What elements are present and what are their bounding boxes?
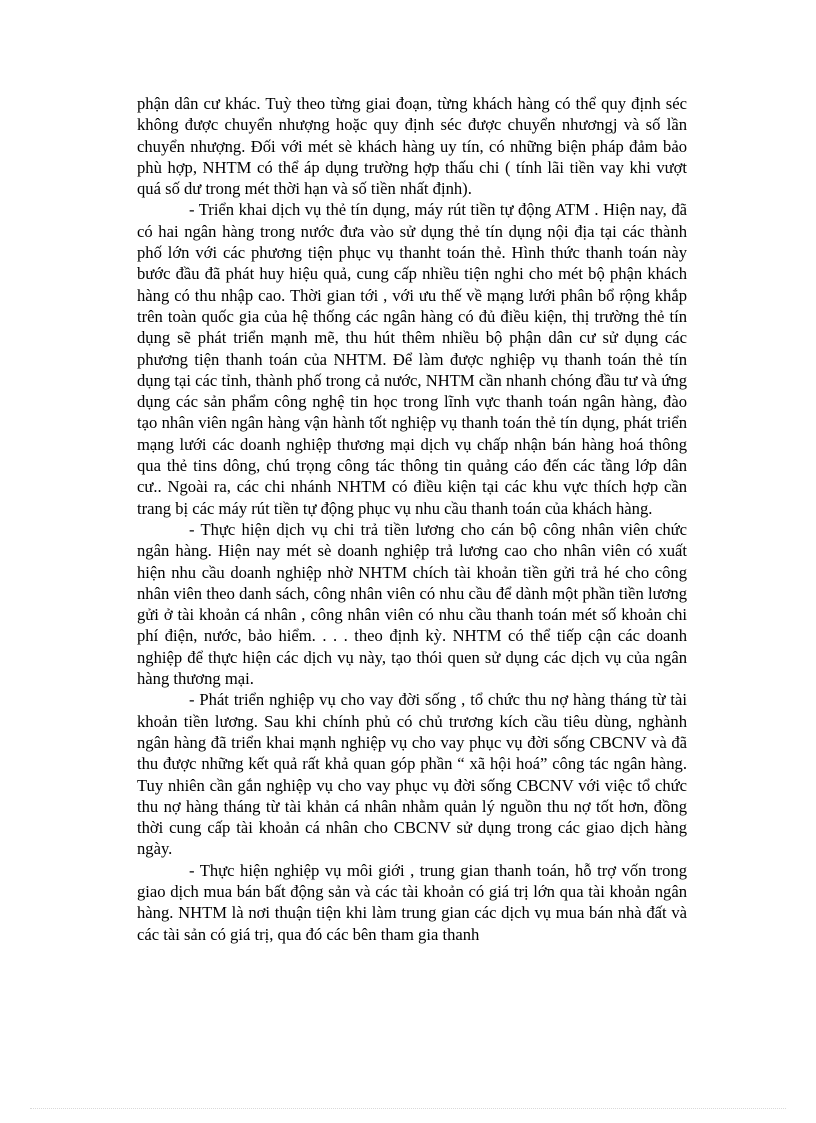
paragraph-cheque-continuation: phận dân cư khác. Tuỳ theo từng giai đoạn, từng khách hàng có thể quy định séc không được chuyển nhượng hoặc quy định séc được chuyển nhươngj và số lần chuyển nhượng. Đối với mét sè khách hàng uy tín, có những biện pháp đảm bảo phù hợp, NHTM có thể áp dụng trường hợp thấu chi ( tính lãi tiền vay khi vượt quá số dư trong mét thời hạn và số tiền nhất định).: [137, 94, 687, 199]
paragraph-consumer-lending: - Phát triển nghiệp vụ cho vay đời sống , tổ chức thu nợ hàng tháng từ tài khoản tiền lương. Sau khi chính phủ có chủ trương kích cầu tiêu dùng, nghành ngân hàng đã triển khai mạnh nghiệp vụ cho vay phục vụ đời sống CBCNV và đã thu được những kết quả rất khả quan góp phần “ xã hội hoá” công tác ngân hàng. Tuy nhiên cần gắn nghiệp vụ cho vay phục vụ đời sống CBCNV với việc tổ chức thu nợ hàng tháng từ tài khản cá nhân nhằm quản lý nguồn thu nợ tốt hơn, đồng thời cung cấp tài khoản cá nhân cho CBCNV sử dụng trong các giao dịch hàng ngày.: [137, 690, 687, 859]
paragraph-credit-card-atm: - Triển khai dịch vụ thẻ tín dụng, máy rút tiền tự động ATM . Hiện nay, đã có hai ngân hàng trong nước đưa vào sử dụng thẻ tín dụng nội địa tại các thành phố lớn với các phương tiện phục vụ thanht toán thẻ. Hình thức thanh toán này bước đầu đã phát huy hiệu quả, cung cấp nhiều tiện nghi cho mét bộ phận khách hàng có thu nhập cao. Thời gian tới , với ưu thế về mạng lưới phân bổ rộng khắp trên toàn quốc gia của hệ thống các ngân hàng có đủ điều kiện, thị trường thẻ tín dụng sẽ phát triển mạnh mẽ, thu hút thêm nhiều bộ phận dân cư sử dụng các phương tiện thanh toán của NHTM. Để làm được nghiệp vụ thanh toán thẻ tín dụng tại các tỉnh, thành phố trong cả nước, NHTM cần nhanh chóng đầu tư và ứng dụng các sản phẩm công nghệ tin học trong lĩnh vực thanh toán ngân hàng, đào tạo nhân viên ngân hàng vận hành tốt nghiệp vụ thanh toán thẻ tín dụng, phát triển mạng lưới các doanh nghiệp thương mại dịch vụ chấp nhận bán hàng hoá thông qua thẻ tins dông, chú trọng công tác thông tin quảng cáo đến các tầng lớp dân cư.. Ngoài ra, các chi nhánh NHTM có điều kiện tại các khu vực thích hợp cần trang bị các máy rút tiền tự động phục vụ nhu cầu thanh toán của khách hàng.: [137, 200, 687, 518]
document-page: [137, 93, 687, 945]
paragraph-brokerage: - Thực hiện nghiệp vụ môi giới , trung gian thanh toán, hỗ trợ vốn trong giao dịch mua bán bất động sản và các tài khoản có giá trị lớn qua tài khoản ngân hàng. NHTM là nơi thuận tiện khi làm trung gian các dịch vụ mua bán nhà đất và các tài sản có giá trị, qua đó các bên tham gia thanh: [137, 860, 687, 944]
page-bottom-divider: [30, 1108, 786, 1109]
paragraph-salary-payment: - Thực hiện dịch vụ chi trả tiền lương cho cán bộ công nhân viên chức ngân hàng. Hiện nay mét sè doanh nghiệp trả lương cao cho nhân viên có xuất hiện nhu cầu doanh nghiệp nhờ NHTM chích tài khoản tiền gửi trả hé cho công nhân viên theo danh sách, công nhân viên có nhu cầu để dành một phần tiền lương gửi ở tài khoản cá nhân , công nhân viên có nhu cầu thanh toán mét số khoản chi phí điện, nước, bảo hiểm. . . . theo định kỳ. NHTM có thể tiếp cận các doanh nghiệp để thực hiện các dịch vụ này, tạo thói quen sử dụng các dịch vụ của ngân hàng thương mại.: [137, 519, 687, 689]
